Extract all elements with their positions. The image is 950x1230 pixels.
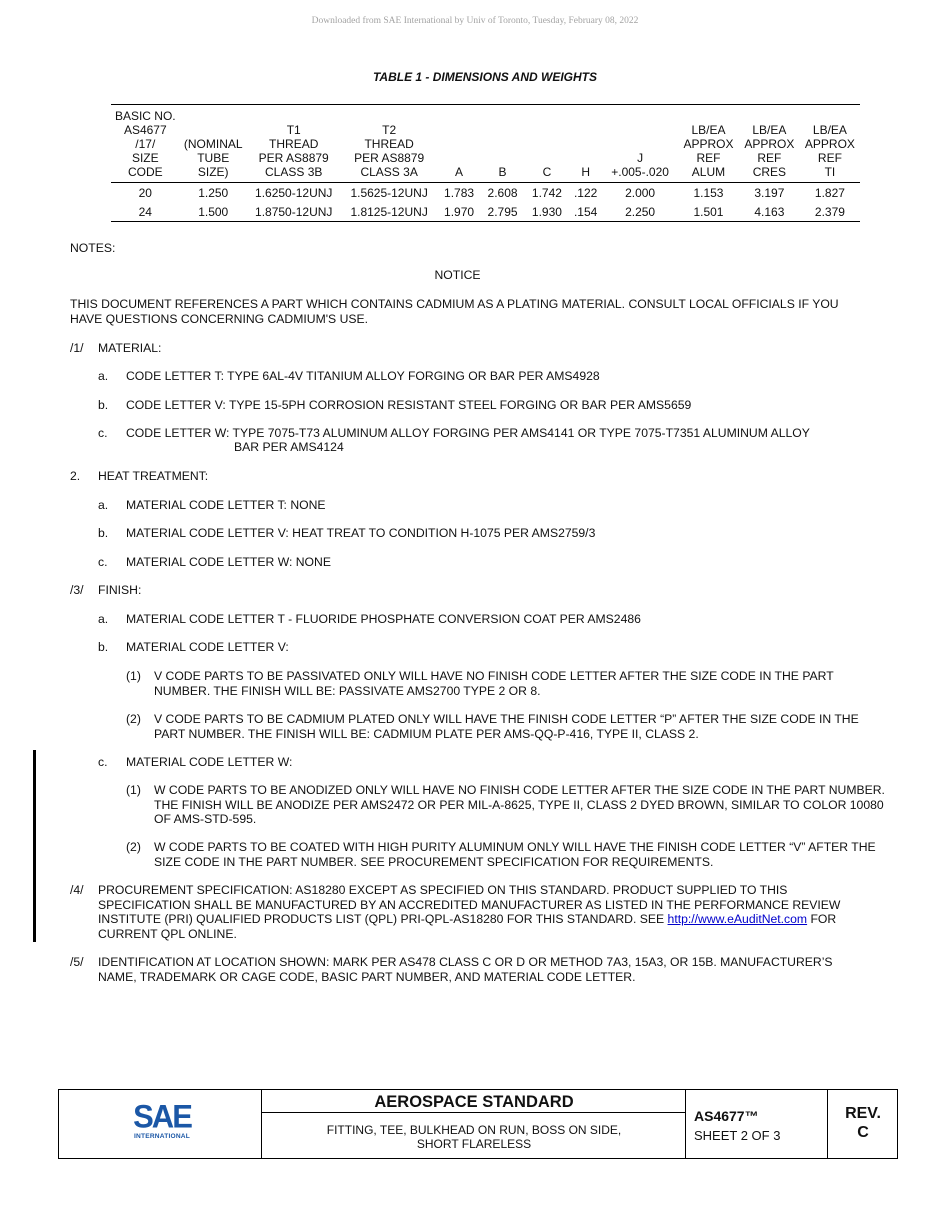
note-4-text-end: FOR CURRENT QPL ONLINE. [98, 912, 837, 941]
note-4-marker: /4/ [70, 883, 84, 897]
cell-cres: 4.163 [739, 202, 800, 222]
note-3-title: FINISH: [98, 583, 142, 597]
cell-t1: 1.8750-12UNJ [247, 202, 341, 222]
cell-a: 1.970 [438, 202, 481, 222]
cell-j: 2.000 [625, 186, 656, 200]
table-row [111, 202, 860, 222]
header-line: (NOMINAL [183, 137, 243, 151]
header-line: CLASS 3A [360, 165, 418, 179]
revision-value: C [857, 1124, 869, 1141]
header-line: CLASS 3B [265, 165, 323, 179]
note-2b-marker: b. [98, 526, 109, 540]
header-line: BASIC NO. [114, 109, 176, 123]
note-1b-text: CODE LETTER V: TYPE 15-5PH CORROSION RESISTANT STEEL FORGING OR BAR PER AMS5659 [126, 398, 692, 412]
col-b: B [480, 105, 524, 183]
revision-change-bar [33, 750, 36, 942]
note-3c1-text: W CODE PARTS TO BE ANODIZED ONLY WILL HAVE NO FINISH CODE LETTER AFTER THE SIZE CODE IN THE PART NUMBER. THE FINISH WILL BE ANODIZE PER AMS2472 OR PER MIL-A-8625, TYPE II, CLASS 2 DYED BROWN, SIMILAR TO COLOR 10080 OF AMS-STD-595. [154, 783, 885, 827]
cell-t2: 1.8125-12UNJ [341, 202, 438, 222]
cell-ti: 1.827 [814, 186, 845, 200]
col-tube-size [180, 105, 247, 183]
header-line: REF [696, 151, 721, 165]
col-t1-thread [247, 105, 341, 183]
part-description-line2: SHORT FLARELESS [416, 1137, 532, 1151]
cell-t2: 1.5625-12UNJ [350, 186, 428, 200]
cell-cres: 3.197 [754, 186, 785, 200]
header-line: AS4677 [123, 123, 167, 137]
dimensions-table [111, 104, 860, 222]
cell-b: 2.795 [480, 202, 524, 222]
note-3a-marker: a. [98, 612, 109, 626]
note-1c-text: CODE LETTER W: TYPE 7075-T73 ALUMINUM ALLOY FORGING PER AMS4141 OR TYPE 7075-T7351 ALUMINUM ALLOY [126, 426, 810, 440]
note-2a-text: MATERIAL CODE LETTER T: NONE [126, 498, 326, 512]
cell-h: .122 [573, 186, 598, 200]
note-1c-marker: c. [98, 426, 108, 440]
cell-a: 1.783 [444, 186, 475, 200]
note-3a-text: MATERIAL CODE LETTER T - FLUORIDE PHOSPHATE CONVERSION COAT PER AMS2486 [126, 612, 641, 626]
header-line: T1 [286, 123, 301, 137]
revision-label: REV. [845, 1105, 881, 1122]
logo-cell [59, 1090, 262, 1158]
header-line: PER AS8879 [354, 151, 425, 165]
note-3b2-marker: (2) [126, 712, 141, 726]
header-line: LB/EA [812, 123, 847, 137]
standard-label: AEROSPACE STANDARD [262, 1090, 686, 1113]
standard-cell [262, 1090, 686, 1158]
col-weight-alum [678, 105, 739, 183]
notes-heading: NOTES: [70, 241, 116, 255]
cell-b: 2.608 [487, 186, 518, 200]
note-1c-text-cont: BAR PER AMS4124 [234, 440, 344, 454]
revision-cell [828, 1090, 898, 1158]
cell-tube: 1.500 [180, 202, 247, 222]
header-line: TI [824, 165, 836, 179]
notice-heading: NOTICE [434, 268, 481, 282]
note-2-marker: 2. [70, 469, 81, 483]
document-number: AS4677™ [694, 1108, 759, 1124]
col-size-code [111, 105, 180, 183]
header-line: APPROX [683, 137, 734, 151]
cell-h: .154 [569, 202, 602, 222]
col-t2-thread [341, 105, 438, 183]
header-line: +.005-.020 [611, 165, 669, 179]
header-line: APPROX [744, 137, 795, 151]
note-4-text-start: PROCUREMENT SPECIFICATION: AS18280 EXCEPT AS SPECIFIED ON THIS STANDARD. PRODUCT SUPPLIED TO THIS SPECIFICATION SHALL BE MANUFACTURED BY AN ACCREDITED MANUFACTURER AS LISTED IN THE PERFORMANCE REVIEW INSTITUTE (PRI) QUALIFIED PRODUCTS LIST (QPL) PRI-QPL-AS18280 FOR THIS STANDARD. SEE [98, 883, 841, 927]
header-line: T2 [382, 123, 397, 137]
note-4-text [98, 883, 863, 941]
cell-code: 20 [138, 186, 152, 200]
cell-c: 1.930 [525, 202, 569, 222]
note-1a-text: CODE LETTER T: TYPE 6AL-4V TITANIUM ALLOY FORGING OR BAR PER AMS4928 [126, 369, 600, 383]
table-header-row [111, 105, 860, 183]
note-3b1-marker: (1) [126, 669, 141, 683]
note-3b-marker: b. [98, 640, 109, 654]
header-line: LB/EA [691, 123, 726, 137]
header-line: SIZE [131, 151, 159, 165]
cell-t1: 1.6250-12UNJ [255, 186, 333, 200]
header-line: REF [757, 151, 782, 165]
header-line: J [637, 151, 644, 165]
note-3b-text: MATERIAL CODE LETTER V: [126, 640, 289, 654]
header-line: /17/ [135, 137, 156, 151]
note-3c2-marker: (2) [126, 840, 141, 854]
note-3b1-text: V CODE PARTS TO BE PASSIVATED ONLY WILL HAVE NO FINISH CODE LETTER AFTER THE SIZE CODE IN THE PART NUMBER. THE FINISH WILL BE: PASSIVATE AMS2700 TYPE 2 OR 8. [154, 669, 834, 698]
note-2a-marker: a. [98, 498, 109, 512]
note-3c-text: MATERIAL CODE LETTER W: [126, 755, 293, 769]
header-line: THREAD [269, 137, 319, 151]
col-c: C [525, 105, 569, 183]
col-weight-ti [800, 105, 860, 183]
header-line: CRES [752, 165, 787, 179]
header-line: REF [817, 151, 842, 165]
header-line: PER AS8879 [258, 151, 329, 165]
header-line: THREAD [364, 137, 414, 151]
header-line: ALUM [691, 165, 726, 179]
note-1-marker: /1/ [70, 341, 84, 355]
cell-c: 1.742 [531, 186, 562, 200]
revision [828, 1104, 898, 1142]
note-1-title: MATERIAL: [98, 341, 162, 355]
note-5-marker: /5/ [70, 955, 84, 969]
sae-logo [128, 1098, 196, 1140]
table-row [111, 183, 860, 203]
note-3c2-text: W CODE PARTS TO BE COATED WITH HIGH PURITY ALUMINUM ONLY WILL HAVE THE FINISH CODE LETTER “V” AFTER THE SIZE CODE IN THE PART NUMBER. SEE PROCUREMENT SPECIFICATION FOR REQUIREMENTS. [154, 840, 876, 869]
qpl-link[interactable]: http://www.eAuditNet.com [667, 912, 808, 927]
part-description-line1: FITTING, TEE, BULKHEAD ON RUN, BOSS ON SIDE, [326, 1123, 622, 1137]
sae-logo-mark: SAE [133, 1098, 191, 1135]
cell-alum: 1.501 [678, 202, 739, 222]
note-1a-marker: a. [98, 369, 109, 383]
document-number-cell [686, 1090, 828, 1158]
header-line: TUBE [197, 151, 230, 165]
cell-alum: 1.153 [693, 186, 724, 200]
note-2b-text: MATERIAL CODE LETTER V: HEAT TREAT TO CONDITION H-1075 PER AMS2759/3 [126, 526, 596, 540]
header-line: APPROX [804, 137, 855, 151]
note-3-marker: /3/ [70, 583, 84, 597]
download-watermark: Downloaded from SAE International by Univ of Toronto, Tuesday, February 08, 2022 [311, 16, 639, 26]
sae-logo-subtext: INTERNATIONAL [134, 1133, 190, 1140]
title-block [58, 1089, 898, 1159]
header-line: LB/EA [752, 123, 787, 137]
note-2c-marker: c. [98, 555, 108, 569]
col-h: H [569, 105, 602, 183]
cell-ti: 2.379 [800, 202, 860, 222]
col-a: A [438, 105, 481, 183]
part-description [262, 1123, 686, 1151]
cell-tube: 1.250 [198, 186, 229, 200]
note-1b-marker: b. [98, 398, 109, 412]
note-3b2-text: V CODE PARTS TO BE CADMIUM PLATED ONLY WILL HAVE THE FINISH CODE LETTER “P” AFTER THE SIZE CODE IN THE PART NUMBER. THE FINISH WILL BE: CADMIUM PLATE PER AMS-QQ-P-416, TYPE II, CLASS 2. [154, 712, 859, 741]
sheet-number: SHEET 2 OF 3 [694, 1128, 781, 1143]
cell-j: 2.250 [602, 202, 678, 222]
col-weight-cres [739, 105, 800, 183]
note-3c-marker: c. [98, 755, 108, 769]
header-line: CODE [127, 165, 163, 179]
col-j [602, 105, 678, 183]
note-2-title: HEAT TREATMENT: [98, 469, 209, 483]
note-5-text: IDENTIFICATION AT LOCATION SHOWN: MARK PER AS478 CLASS C OR D OR METHOD 7A3, 15A3, OR 15B. MANUFACTURER’S NAME, TRADEMARK OR CAGE CODE, BASIC PART NUMBER, AND MATERIAL CODE LETTER. [98, 955, 833, 984]
note-3c1-marker: (1) [126, 783, 141, 797]
header-line: SIZE) [197, 165, 229, 179]
cell-code: 24 [111, 202, 180, 222]
note-2c-text: MATERIAL CODE LETTER W: NONE [126, 555, 331, 569]
notice-text: THIS DOCUMENT REFERENCES A PART WHICH CONTAINS CADMIUM AS A PLATING MATERIAL. CONSULT LOCAL OFFICIALS IF YOU HAVE QUESTIONS CONCERNING CADMIUM'S USE. [70, 297, 839, 326]
table-title: TABLE 1 - DIMENSIONS AND WEIGHTS [372, 70, 597, 84]
